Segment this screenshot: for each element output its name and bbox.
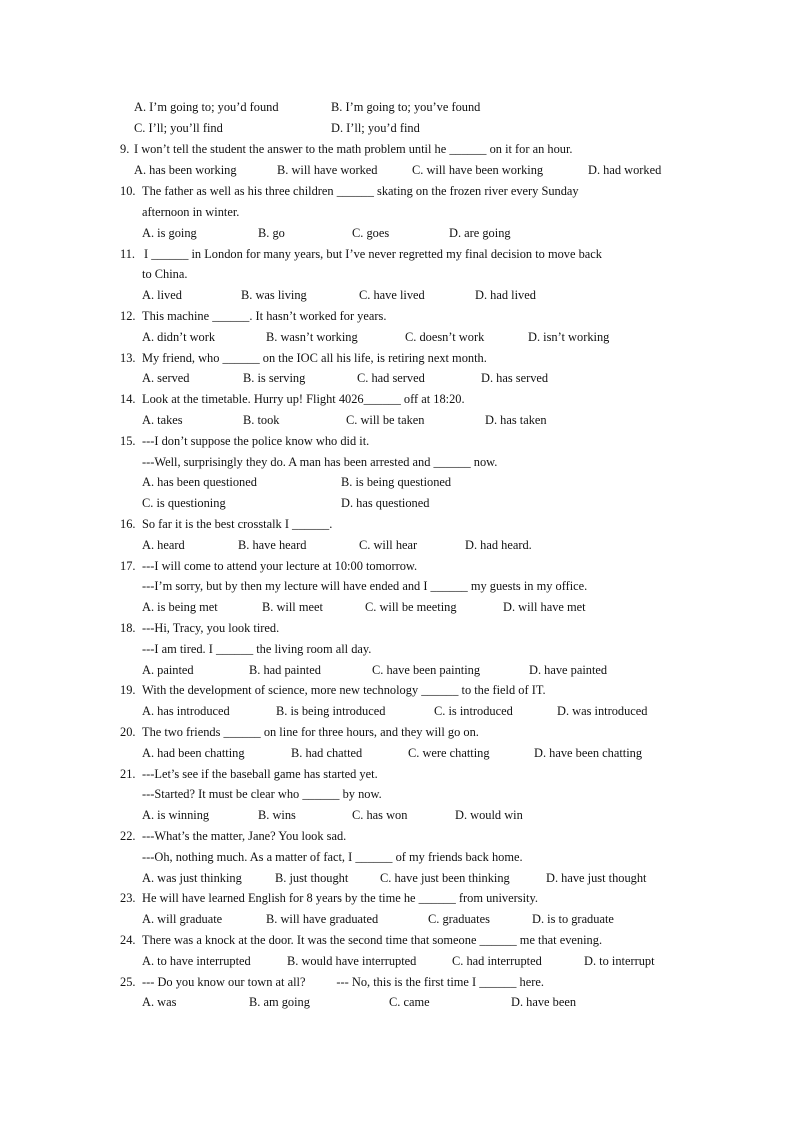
question-stem-cont: afternoon in winter. [142, 205, 240, 219]
option-b: B. have heard [238, 538, 307, 552]
question-number: 20. [120, 725, 136, 739]
option-a: A. is winning [142, 808, 210, 822]
question-number: 14. [120, 392, 136, 406]
option-a: A. to have interrupted [142, 954, 251, 968]
question-number: 22. [120, 829, 136, 843]
option-a: A. is going [142, 226, 197, 240]
option-b: B. wasn’t working [266, 330, 358, 344]
option-d: D. is to graduate [532, 912, 614, 926]
question-stem-cont: ---I am tired. I ______ the living room all day. [142, 642, 372, 656]
option-a: A. heard [142, 538, 185, 552]
option-c: C. will have been working [412, 163, 544, 177]
question-stem: --- Do you know our town at all? --- No, this is the first time I ______ here. [142, 975, 544, 989]
option-b: B. took [243, 413, 280, 427]
option-b: B. would have interrupted [287, 954, 417, 968]
question-stem: Look at the timetable. Hurry up! Flight 4026______ off at 18:20. [142, 392, 465, 406]
question-stem: With the development of science, more new technology ______ to the field of IT. [142, 683, 546, 697]
option-b: B. will have graduated [266, 912, 379, 926]
option-c: C. came [389, 995, 430, 1009]
option-a: A. is being met [142, 600, 218, 614]
question-stem: My friend, who ______ on the IOC all his life, is retiring next month. [142, 351, 487, 365]
question-number: 19. [120, 683, 136, 697]
option-a: A. had been chatting [142, 746, 245, 760]
option-d: D. was introduced [557, 704, 648, 718]
option-b: B. will have worked [277, 163, 378, 177]
option-b: B. was living [241, 288, 307, 302]
question-stem: The father as well as his three children ______ skating on the frozen river every Sunday [142, 184, 579, 198]
question-stem-cont: ---I’m sorry, but by then my lecture will have ended and I ______ my guests in my office. [142, 579, 588, 593]
option-d: D. will have met [503, 600, 586, 614]
option-d: D. would win [455, 808, 523, 822]
question-stem-cont: ---Started? It must be clear who ______ by now. [142, 787, 382, 801]
option-c: C. graduates [428, 912, 490, 926]
option-c: C. have lived [359, 288, 425, 302]
option-c: C. is questioning [142, 496, 226, 510]
question-stem: ---Hi, Tracy, you look tired. [142, 621, 280, 635]
option-c: C. goes [352, 226, 390, 240]
option-d: D. had heard. [465, 538, 532, 552]
option-c: C. doesn’t work [405, 330, 485, 344]
option-c: C. will be meeting [365, 600, 457, 614]
option-d: D. has served [481, 371, 549, 385]
question-number: 24. [120, 933, 136, 947]
question-number: 16. [120, 517, 136, 531]
question-number: 12. [120, 309, 136, 323]
question-stem: ---What’s the matter, Jane? You look sad. [142, 829, 347, 843]
question-number: 15. [120, 434, 136, 448]
question-stem: The two friends ______ on line for three hours, and they will go on. [142, 725, 479, 739]
option-a: A. served [142, 371, 190, 385]
option-d: D. have just thought [546, 871, 647, 885]
option-d: D. isn’t working [528, 330, 610, 344]
option-a: A. was [142, 995, 177, 1009]
question-number: 23. [120, 891, 136, 905]
question-number: 9. [120, 142, 130, 156]
q8-option-d: D. I’ll; you’d find [331, 121, 420, 135]
question-number: 17. [120, 559, 136, 573]
option-a: A. has been working [134, 163, 237, 177]
question-number: 25. [120, 975, 136, 989]
option-b: B. go [258, 226, 285, 240]
option-a: A. lived [142, 288, 182, 302]
option-d: D. to interrupt [584, 954, 655, 968]
option-c: C. has won [352, 808, 408, 822]
option-b: B. is being introduced [276, 704, 386, 718]
option-b: B. am going [249, 995, 310, 1009]
option-b: B. is being questioned [341, 475, 452, 489]
question-stem: ---Let’s see if the baseball game has started yet. [142, 767, 378, 781]
option-c: C. will hear [359, 538, 418, 552]
option-a: A. has been questioned [142, 475, 257, 489]
question-stem: He will have learned English for 8 years by the time he ______ from university. [142, 891, 538, 905]
option-d: D. has taken [485, 413, 547, 427]
option-b: B. wins [258, 808, 296, 822]
option-a: A. didn’t work [142, 330, 216, 344]
option-a: A. will graduate [142, 912, 223, 926]
option-d: D. have been [511, 995, 577, 1009]
option-d: D. has questioned [341, 496, 430, 510]
question-stem-cont: to China. [142, 267, 188, 281]
option-b: B. is serving [243, 371, 306, 385]
option-d: D. had worked [588, 163, 662, 177]
question-stem: So far it is the best crosstalk I ______. [142, 517, 333, 531]
option-c: C. have just been thinking [380, 871, 510, 885]
q8-option-c: C. I’ll; you’ll find [134, 121, 223, 135]
option-c: C. have been painting [372, 663, 481, 677]
question-stem: There was a knock at the door. It was the second time that someone ______ me that evening. [142, 933, 603, 947]
option-a: A. was just thinking [142, 871, 242, 885]
option-c: C. is introduced [434, 704, 513, 718]
option-b: B. had chatted [291, 746, 363, 760]
option-b: B. just thought [275, 871, 349, 885]
question-stem-cont: ---Oh, nothing much. As a matter of fact, I ______ of my friends back home. [142, 850, 523, 864]
option-b: B. will meet [262, 600, 323, 614]
option-a: A. takes [142, 413, 183, 427]
question-number: 10. [120, 184, 136, 198]
question-stem: This machine ______. It hasn’t worked for years. [142, 309, 387, 323]
q8-option-a: A. I’m going to; you’d found [134, 100, 279, 114]
question-stem: ---I will come to attend your lecture at 10:00 tomorrow. [142, 559, 418, 573]
option-a: A. painted [142, 663, 194, 677]
question-number: 18. [120, 621, 136, 635]
question-stem: I ______ in London for many years, but I’ve never regretted my final decision to move back [144, 247, 602, 261]
option-d: D. have been chatting [534, 746, 643, 760]
question-stem: I won’t tell the student the answer to the math problem until he ______ on it for an hour. [134, 142, 573, 156]
option-c: C. will be taken [346, 413, 425, 427]
option-c: C. had served [357, 371, 425, 385]
question-number: 21. [120, 767, 136, 781]
option-a: A. has introduced [142, 704, 230, 718]
q8-option-b: B. I’m going to; you’ve found [331, 100, 481, 114]
question-number: 13. [120, 351, 136, 365]
option-d: D. are going [449, 226, 511, 240]
question-stem: ---I don’t suppose the police know who did it. [142, 434, 370, 448]
question-stem-cont: ---Well, surprisingly they do. A man has been arrested and ______ now. [142, 455, 498, 469]
question-number: 11. [120, 247, 136, 261]
option-d: D. have painted [529, 663, 608, 677]
option-c: C. were chatting [408, 746, 490, 760]
option-d: D. had lived [475, 288, 536, 302]
option-b: B. had painted [249, 663, 321, 677]
option-c: C. had interrupted [452, 954, 542, 968]
